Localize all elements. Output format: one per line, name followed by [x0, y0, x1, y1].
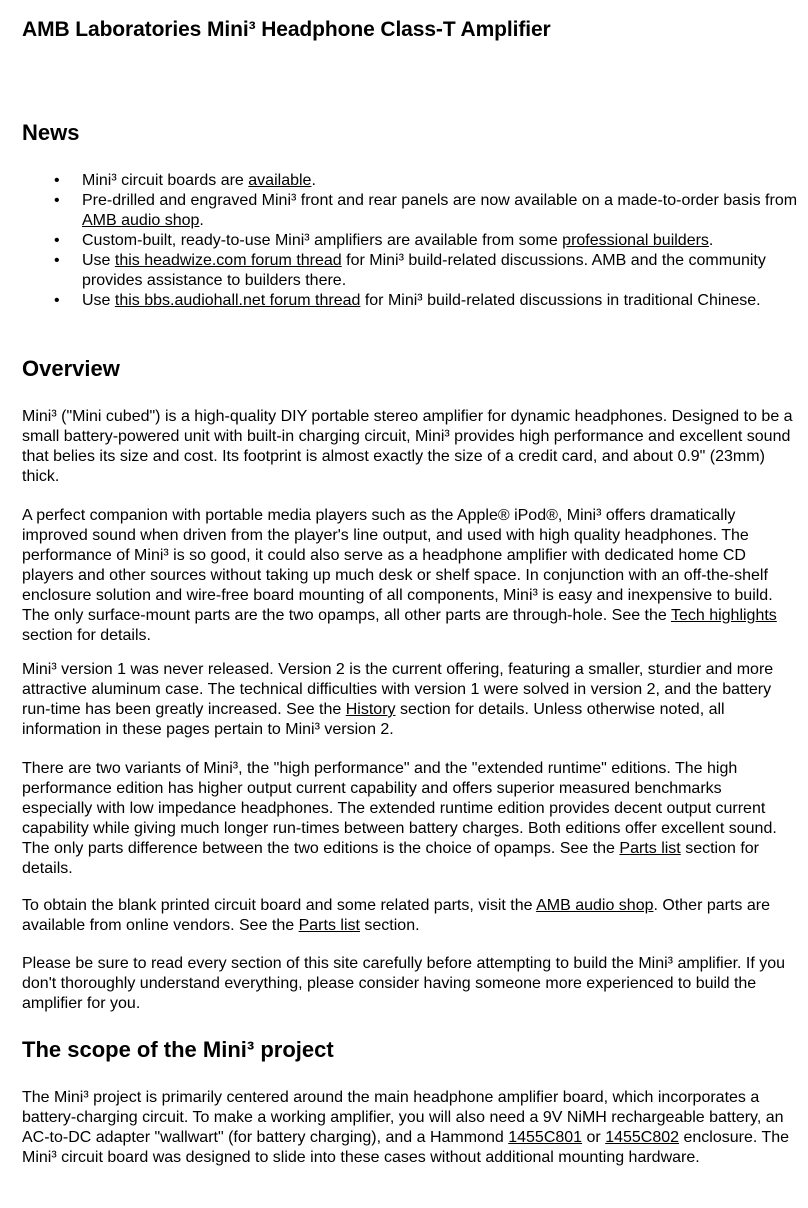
- hammond-1455c801-link[interactable]: 1455C801: [508, 1129, 583, 1146]
- overview-heading: Overview: [22, 356, 120, 381]
- overview-paragraph: There are two variants of Mini³, the "high performance" and the "extended runtime" editions. The high performance edition has higher output current capability and offers superior measured benchmarks especially with low impedance headphones. The extended runtime edition provides decent output current capability while giving much longer run-times between battery charges. Both editions offer excellent sound. The only parts difference between the two editions is the choice of opamps. See the Parts list section for details.: [22, 760, 777, 877]
- history-link[interactable]: History: [345, 701, 396, 718]
- news-item: • Mini³ circuit boards are available.: [22, 171, 802, 191]
- scope-heading: The scope of the Mini³ project: [22, 1037, 334, 1062]
- overview-paragraph: To obtain the blank printed circuit board and some related parts, visit the AMB audio shop. Other parts are available from online vendors. See the Parts list section.: [22, 897, 770, 934]
- amb-audio-shop-link[interactable]: AMB audio shop: [536, 897, 654, 914]
- news-item: • Use this headwize.com forum thread for Mini³ build-related discussions. AMB and the community provides assistance to builders there.: [22, 251, 802, 291]
- tech-highlights-link[interactable]: Tech highlights: [670, 607, 777, 624]
- overview-paragraph: Mini³ version 1 was never released. Version 2 is the current offering, featuring a smaller, sturdier and more attractive aluminum case. The technical difficulties with version 1 were solved in version 2, and the battery run-time has been greatly increased. See the History section for details. Unless otherwise noted, all information in these pages pertain to Mini³ version 2.: [22, 661, 774, 738]
- news-item: • Pre-drilled and engraved Mini³ front and rear panels are now available on a made-to-order basis from AMB audio shop.: [22, 191, 802, 231]
- amb-audio-shop-link[interactable]: AMB audio shop: [82, 212, 200, 229]
- news-item: • Custom-built, ready-to-use Mini³ amplifiers are available from some professional builders.: [22, 231, 802, 251]
- parts-list-link[interactable]: Parts list: [298, 917, 360, 934]
- headwize-thread-link[interactable]: this headwize.com forum thread: [114, 252, 342, 269]
- overview-paragraph: Please be sure to read every section of this site carefully before attempting to build the Mini³ amplifier. If you don't thoroughly understand everything, please consider having someone more experienced to build the amplifier for you.: [22, 955, 786, 1012]
- news-list: [22, 171, 802, 311]
- overview-paragraph: Mini³ ("Mini cubed") is a high-quality DIY portable stereo amplifier for dynamic headphones. Designed to be a small battery-powered unit with built-in charging circuit, Mini³ provides high performance and excellent sound that belies its size and cost. Its footprint is almost exactly the size of a credit card, and about 0.9" (23mm) thick.: [22, 408, 793, 485]
- audiohall-thread-link[interactable]: this bbs.audiohall.net forum thread: [114, 292, 361, 309]
- available-link[interactable]: available: [248, 172, 312, 189]
- parts-list-link[interactable]: Parts list: [619, 840, 681, 857]
- overview-paragraph: A perfect companion with portable media players such as the Apple® iPod®, Mini³ offers dramatically improved sound when driven from the player's line output, and used with high quality headphones. The performance of Mini³ is so good, it could also serve as a headphone amplifier with dedicated home CD players and other sources without taking up much desk or shelf space. In conjunction with an off-the-shelf enclosure solution and wire-free board mounting of all components, Mini³ is easy and inexpensive to build. The only surface-mount parts are the two opamps, all other parts are through-hole. See the Tech highlights section for details.: [22, 507, 777, 644]
- scope-paragraph: The Mini³ project is primarily centered around the main headphone amplifier board, which incorporates a battery-charging circuit. To make a working amplifier, you will also need a 9V NiMH rechargeable battery, an AC-to-DC adapter "wallwart" (for battery charging), and a Hammond 1455C801 or 1455C802 enclosure. The Mini³ circuit board was designed to slide into these cases without additional mounting hardware.: [22, 1089, 790, 1166]
- hammond-1455c802-link[interactable]: 1455C802: [605, 1129, 680, 1146]
- news-heading: News: [22, 120, 80, 145]
- news-item: • Use this bbs.audiohall.net forum thread for Mini³ build-related discussions in traditional Chinese.: [22, 291, 802, 311]
- page-title: AMB Laboratories Mini³ Headphone Class-T Amplifier: [22, 18, 551, 41]
- professional-builders-link[interactable]: professional builders: [562, 232, 709, 249]
